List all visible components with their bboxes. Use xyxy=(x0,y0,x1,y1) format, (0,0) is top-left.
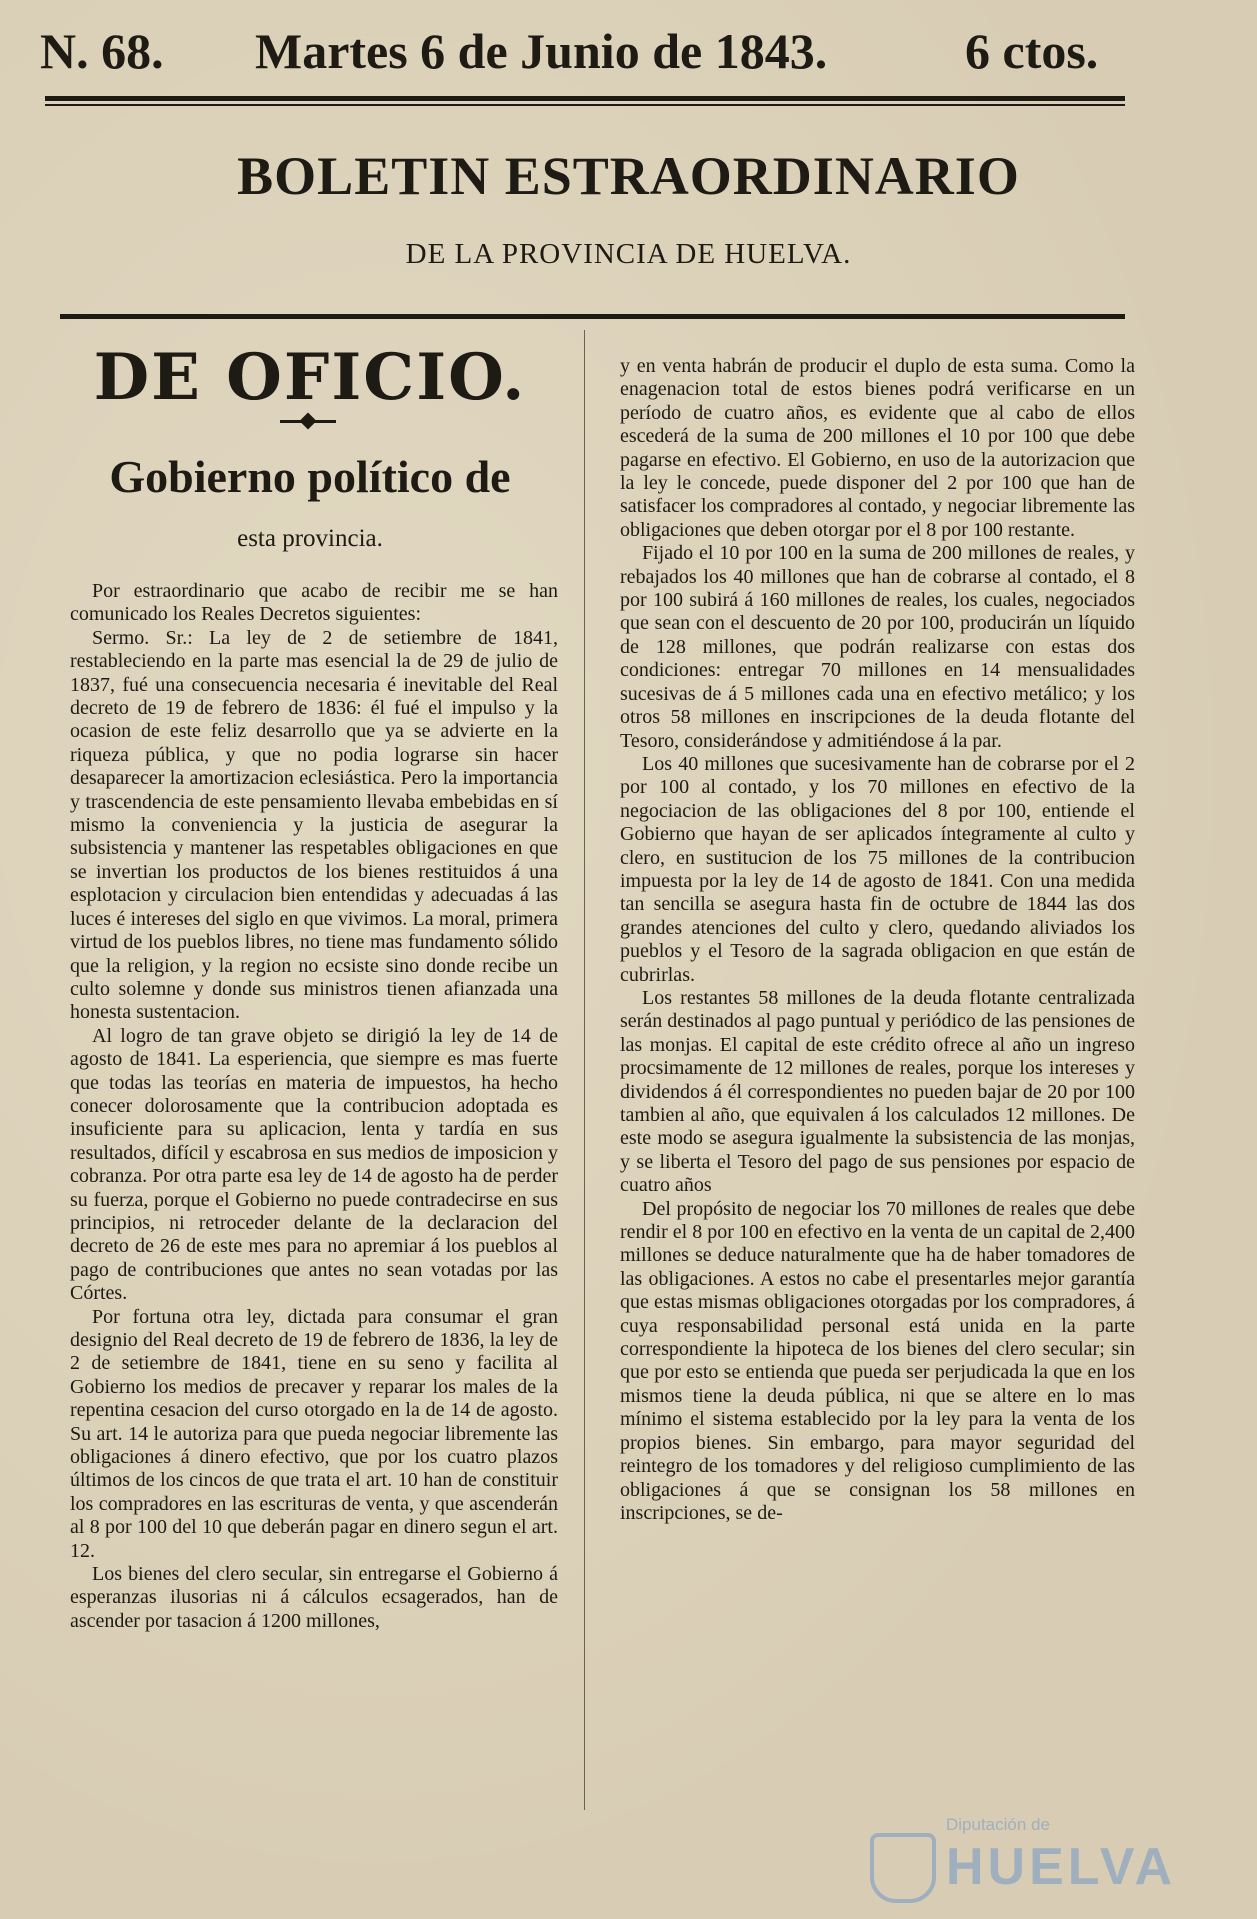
article-heading: Gobierno político de xyxy=(109,451,511,502)
watermark-top-text: Diputación de xyxy=(946,1815,1050,1834)
section-heading: DE OFICIO. xyxy=(93,340,527,415)
paragraph: Por estraordinario que acabo de recibir me se han comunicado los Reales Decretos siguientes: xyxy=(70,580,558,626)
newspaper-subtitle: DE LA PROVINCIA DE HUELVA. xyxy=(405,238,852,270)
title-rule xyxy=(60,314,1125,319)
masthead-rule-thin xyxy=(45,104,1125,106)
newspaper-title: BOLETIN ESTRAORDINARIO xyxy=(237,146,1020,206)
paragraph: Sermo. Sr.: La ley de 2 de setiembre de 1841, restableciendo en la parte mas esencial la de 29 de julio de 1837, fué una consecuencia necesaria é inevitable del Real decreto de 19 de febrero de 1836: él fué el impulso y la ocasion de este feliz desarrollo que ya se advierte en la riqueza pública, y que no podia lograrse sin hacer desaparecer la amortizacion eclesiástica. Pero la importancia y trascendencia de este pensamiento llevaba embebidas en sí mismo la conveniencia y la justicia de asegurar la subsistencia y mantener las respetables obligaciones en que se invertian los productos de los bienes restituidos á una esplotacion y circulacion bien entendidas y adecuadas á las luces é intereses del siglo en que vivimos. La moral, primera virtud de los pueblos libres, no tiene mas fundamento sólido que la religion, y la region no ecsiste sino donde recibe un culto solemne y donde sus ministros tienen afianzada una honesta sustentacion. xyxy=(70,626,558,1024)
masthead xyxy=(40,22,1120,82)
paragraph: Al logro de tan grave objeto se dirigió la ley de 14 de agosto de 1841. La esperiencia, que siempre es mas fuerte que todas las teorías en materia de impuestos, ha hecho conecer dolorosamente que la contribucion adoptada es insuficiente para su aplicacion, lenta y tardía en sus resultados, difícil y escabrosa en sus medios de imposicion y cobranza. Por otra parte esa ley de 14 de agosto ha de perder su fuerza, porque el Gobierno no puede contradecirse en sus principios, ni retroceder delante de la declaracion del decreto de 26 de este mes para no apremiar á los pueblos al pago de contribuciones que antes no sean votadas por las Córtes. xyxy=(70,1024,558,1305)
issue-price: 6 ctos. xyxy=(965,23,1099,79)
ornament-divider xyxy=(280,420,336,423)
seal-icon xyxy=(870,1833,936,1903)
right-column xyxy=(620,355,1135,1525)
left-column xyxy=(70,580,558,1633)
paragraph: Los 40 millones que sucesivamente han de cobrarse por el 2 por 100 al contado, y los 70 millones en efectivo de la negociacion de las obligaciones del 8 por 100, entiende el Gobierno que hayan de ser aplicados íntegramente al culto y clero, en sustitucion de los 75 millones de la contribucion impuesta por la ley de 14 de agosto de 1841. Con una medida tan sencilla se asegura hasta fin de octubre de 1844 las dos grandes atenciones del culto y clero, quedando aliviados los pueblos y el Tesoro de la sagrada obligacion en que están de cubrirlas. xyxy=(620,752,1135,986)
paragraph: Los restantes 58 millones de la deuda flotante centralizada serán destinados al pago puntual y periódico de las pensiones de las monjas. El capital de este crédito ofrece al año un ingreso procsimamente de 12 millones de reales, porque los intereses y dividendos á él correspondientes no pueden bajar de 20 por 100 tambien al año, que equivalen á los calculados 12 millones. De este modo se asegura igualmente la subsistencia de las monjas, y se liberta el Tesoro del pago de sus pensiones por espacio de cuatro años xyxy=(620,986,1135,1197)
masthead-rule-thick xyxy=(45,96,1125,101)
paragraph: Por fortuna otra ley, dictada para consumar el gran designio del Real decreto de 19 de febrero de 1836, la ley de 2 de setiembre de 1841, tiene en su seno y facilita al Gobierno los medios de precaver y reparar los males de la repentina cesacion del curso otorgado en la de 14 de agosto. Su art. 14 le autoriza para que pueda negociar libremente las obligaciones á dinero efectivo, que por los cuatro plazos últimos de los cincos de que trata el art. 10 han de constituir los compradores en las escrituras de venta, y que ascenderán al 8 por 100 del 10 que deberán pagar en dinero segun el art. 12. xyxy=(70,1305,558,1562)
watermark-main-text: HUELVA xyxy=(946,1838,1177,1896)
issue-number: N. 68. xyxy=(40,23,164,79)
paragraph: Del propósito de negociar los 70 millones de reales que debe rendir el 8 por 100 en efectivo en la venta de un capital de 2,400 millones se deduce naturalmente que ha de haber tomadores de las obligaciones. A estos no cabe el presentarles mejor garantía que estas mismas obligaciones otorgadas por los compradores, á cuya responsabilidad personal está unida en la parte correspondiente la hipoteca de los bienes del clero secular; sin que por esto se entienda que pueda ser perjudicada la que en los mismos tiene la deuda pública, ni que se altere en lo mas mínimo el sistema establecido por la ley para la venta de los propios bienes. Sin embargo, para mayor seguridad del reintegro de los tomadores y del religioso cumplimiento de las obligaciones á que se consignan los 58 millones en inscripciones, se de- xyxy=(620,1197,1135,1524)
paragraph: y en venta habrán de producir el duplo de esta suma. Como la enagenacion total de estos bienes podrá verificarse en un período de cuatro años, es evidente que al cabo de ellos escederá de la suma de 200 millones el 10 por 100 que debe pagarse en efectivo. El Gobierno, en uso de la autorizacion que la ley le concede, puede disponer del 2 por 100 que han de satisfacer los compradores al contado, y negociar libremente las obligaciones que deben otorgar por el 8 por 100 restante. xyxy=(620,355,1135,541)
paragraph: Fijado el 10 por 100 en la suma de 200 millones de reales, y rebajados los 40 millones que han de cobrarse al contado, el 8 por 100 subirá á 160 millones de reales, los cuales, negociados que sean con el descuento de 20 por 100, producirán un líquido de 128 millones, que podrán realizarse con estas dos condiciones: entregar 70 millones en 14 mensualidades sucesivas de á 5 millones cada una en efectivo metálico; y los otros 58 millones en inscripciones de la deuda flotante del Tesoro, considerándose y admitiéndose á la par. xyxy=(620,542,1135,752)
paragraph: Los bienes del clero secular, sin entregarse el Gobierno á esperanzas ilusorias ni á cálculos ecsagerados, han de ascender por tasacion á 1200 millones, xyxy=(70,1563,558,1632)
issue-date: Martes 6 de Junio de 1843. xyxy=(255,23,828,79)
column-separator xyxy=(584,330,585,1810)
watermark xyxy=(870,1805,1190,1905)
article-subheading: esta provincia. xyxy=(237,525,383,552)
